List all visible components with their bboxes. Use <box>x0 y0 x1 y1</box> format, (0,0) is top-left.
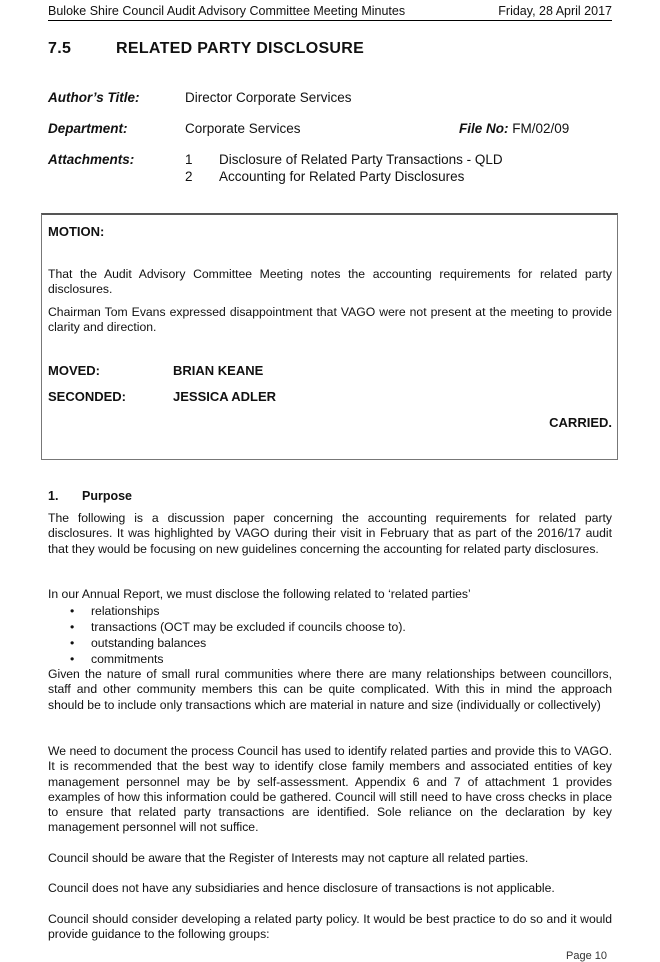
motion-paragraph: That the Audit Advisory Committee Meeting notes the accounting requirements for related party disclosures. <box>48 267 612 296</box>
motion-result: CARRIED. <box>549 415 612 430</box>
motion-heading: MOTION: <box>48 224 105 239</box>
purpose-paragraph: Council does not have any subsidiaries and hence disclosure of transactions is not applicable. <box>48 881 555 895</box>
list-item: • transactions (OCT may be excluded if councils choose to). <box>70 619 406 635</box>
purpose-heading-text: Purpose <box>82 489 133 503</box>
purpose-number: 1. <box>48 489 59 503</box>
list-item: • commitments <box>70 651 406 667</box>
seconded-label: SECONDED: <box>48 389 127 404</box>
file-number <box>459 121 569 136</box>
section-title-text: RELATED PARTY DISCLOSURE <box>116 40 365 57</box>
header-meeting-date: Friday, 28 April 2017 <box>498 4 612 18</box>
purpose-paragraph: Given the nature of small rural communities where there are many relationships between councillors, staff and other community members this can be quite complicated. With this in mind the approach should be to include only transactions which are material in nature and size (individually or collectively) <box>48 667 612 712</box>
author-label: Author’s Title: <box>48 90 140 105</box>
department-value: Corporate Services <box>185 121 301 136</box>
motion-box <box>41 213 618 460</box>
purpose-heading <box>48 489 132 503</box>
header-document-title: Buloke Shire Council Audit Advisory Committee Meeting Minutes <box>48 4 406 18</box>
motion-paragraph: Chairman Tom Evans expressed disappointment that VAGO were not present at the meeting to provide clarity and direction. <box>48 305 612 334</box>
author-value: Director Corporate Services <box>185 90 352 105</box>
moved-label: MOVED: <box>48 363 100 378</box>
page-header <box>48 4 612 21</box>
list-item: • relationships <box>70 603 406 619</box>
attachments-label: Attachments: <box>48 152 135 167</box>
file-value: FM/02/09 <box>512 121 570 136</box>
attachment-number: 2 <box>185 169 193 184</box>
file-label: File No: <box>459 121 509 136</box>
purpose-paragraph: In our Annual Report, we must disclose the following related to ‘related parties’ <box>48 587 471 601</box>
moved-value: BRIAN KEANE <box>173 363 264 378</box>
purpose-paragraph: Council should consider developing a related party policy. It would be best practice to do so and it would provide guidance to the following groups: <box>48 912 612 942</box>
purpose-paragraph: The following is a discussion paper concerning the accounting requirements for related party disclosures. It was highlighted by VAGO during their visit in February that as part of the 2016/17 audit that they would be focusing on new guidelines concerning the accounting for related party disclosures. <box>48 511 612 556</box>
attachment-title: Disclosure of Related Party Transactions - QLD <box>219 152 503 167</box>
attachment-number: 1 <box>185 152 193 167</box>
seconded-value: JESSICA ADLER <box>173 389 277 404</box>
related-parties-list <box>70 603 406 667</box>
attachment-item <box>185 169 464 184</box>
list-item: • outstanding balances <box>70 635 406 651</box>
section-title <box>48 40 364 58</box>
purpose-paragraph: We need to document the process Council has used to identify related parties and provide this to VAGO. It is recommended that the best way to identify close family members and associated entities of key management personnel may be by self-assessment. Appendix 6 and 7 of attachment 1 provides examples of how this information could be gathered. Council will still need to have cross checks in place to ensure that related party transactions are identified. Sole reliance on the declaration by key management personnel will not suffice. <box>48 744 612 835</box>
attachment-item <box>185 152 503 167</box>
page-number: Page 10 <box>566 950 607 962</box>
attachment-title: Accounting for Related Party Disclosures <box>219 169 465 184</box>
purpose-paragraph: Council should be aware that the Register of Interests may not capture all related parties. <box>48 851 529 865</box>
section-number: 7.5 <box>48 40 72 57</box>
department-label: Department: <box>48 121 128 136</box>
